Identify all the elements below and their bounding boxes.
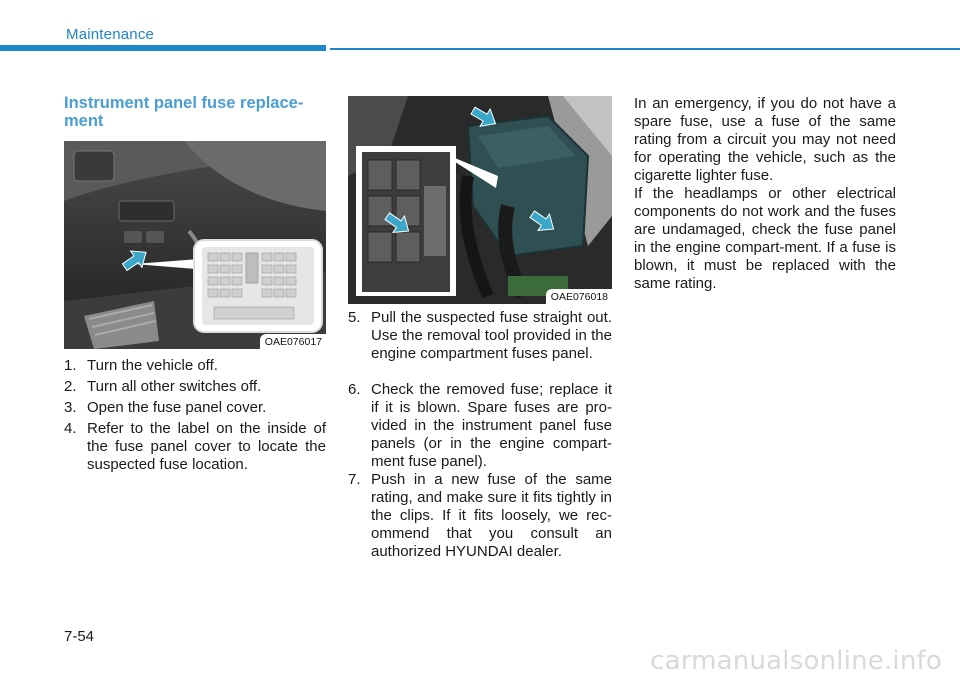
paragraph-emergency: In an emergency, if you do not have a spare fuse, use a fuse of the same rating from a circuit you may not need for operating the vehicle, such as the cigarette lighter fuse. xyxy=(634,95,896,184)
figure-code-right: OAE076018 xyxy=(546,289,612,304)
figure-code-left: OAE076017 xyxy=(260,334,326,349)
header-rule-thin xyxy=(330,48,960,50)
step-2 xyxy=(64,378,326,396)
section-heading: Instrument panel fuse replace-ment xyxy=(64,94,304,130)
header-rule-thick xyxy=(0,45,326,51)
page-number: 7-54 xyxy=(64,628,95,645)
step-text: Turn the vehicle off. xyxy=(87,357,218,374)
step-text: Pull the suspected fuse straight out. Use the removal tool provided in the engine compartment fuses panel. xyxy=(371,309,612,362)
step-number: 6. xyxy=(348,381,361,398)
step-text: Refer to the label on the inside of the fuse panel cover to locate the suspected fuse location. xyxy=(87,420,326,473)
step-text: Open the fuse panel cover. xyxy=(87,399,267,416)
figure-engine-compartment xyxy=(348,96,612,304)
step-number: 5. xyxy=(348,309,361,326)
step-number: 4. xyxy=(64,420,77,437)
engine-compartment-illustration xyxy=(348,96,612,304)
step-number: 1. xyxy=(64,357,77,374)
step-number: 3. xyxy=(64,399,77,416)
instrument-panel-illustration xyxy=(64,141,326,349)
step-7 xyxy=(348,471,612,561)
step-number: 7. xyxy=(348,471,361,488)
section-label: Maintenance xyxy=(66,26,155,43)
step-1 xyxy=(64,357,326,375)
step-5 xyxy=(348,309,612,363)
step-text: Turn all other switches off. xyxy=(87,378,262,395)
step-text: Push in a new fuse of the same rating, and make sure it fits tightly in the clips. If it fits loosely, we rec-ommend that you consult an authorized HYUNDAI dealer. xyxy=(371,471,612,560)
step-number: 2. xyxy=(64,378,77,395)
figure-instrument-panel xyxy=(64,141,326,349)
step-3 xyxy=(64,399,326,417)
step-4 xyxy=(64,420,326,474)
step-6 xyxy=(348,381,612,471)
paragraph-headlamps: If the headlamps or other electrical components do not work and the fuses are undamaged, check the fuse panel in the engine compart-ment. If a fuse is blown, it must be replaced with the same rating. xyxy=(634,185,896,292)
step-text: Check the removed fuse; replace it if it is blown. Spare fuses are pro-vided in the instrument panel fuse panels (or in the engine compart-ment fuse panel). xyxy=(371,381,612,470)
watermark: carmanualsonline.info xyxy=(650,646,942,676)
